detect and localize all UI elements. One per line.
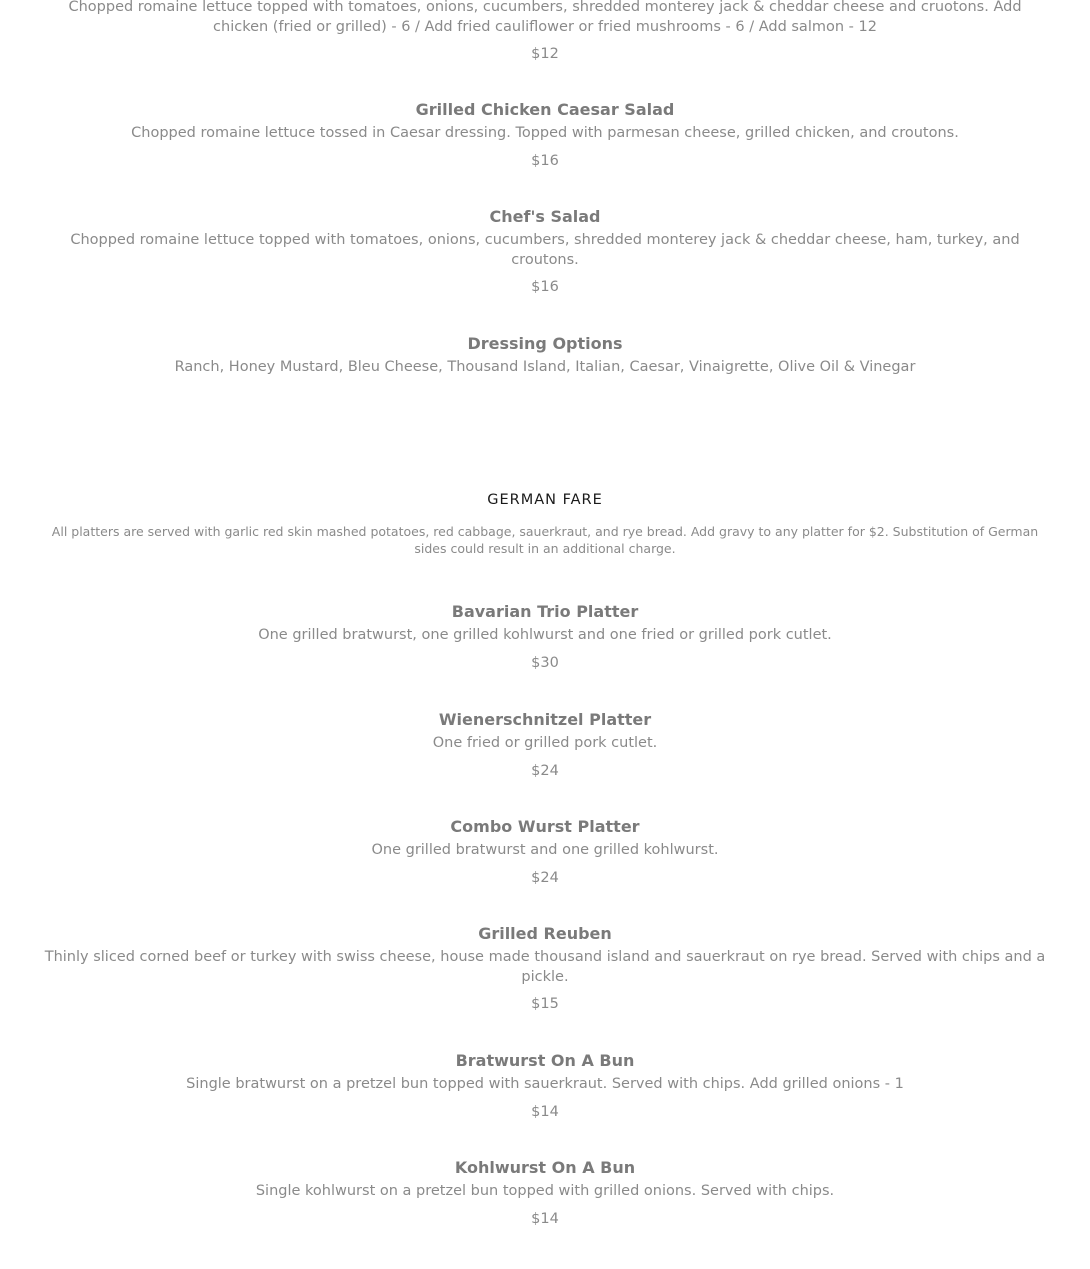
item-description: Single kohlwurst on a pretzel bun topped with grilled onions. Served with chips. [255, 1183, 835, 1199]
item-description: One fried or grilled pork cutlet. [432, 735, 658, 751]
item-price: $14 [531, 1210, 559, 1227]
item-description: Chopped romaine lettuce topped with tomatoes, onions, cucumbers, shredded monterey jack & cheddar cheese, ham, turkey, and croutons. [70, 232, 1020, 268]
item-name: Bavarian Trio Platter [451, 602, 639, 621]
item-name: Kohlwurst On A Bun [454, 1158, 636, 1177]
item-name: Dressing Options [467, 334, 623, 353]
item-price: $24 [531, 762, 559, 779]
item-name: Wienerschnitzel Platter [438, 710, 652, 729]
item-description: One grilled bratwurst, one grilled kohlwurst and one fried or grilled pork cutlet. [258, 627, 832, 643]
item-price: $16 [531, 152, 559, 169]
item-name: Chef's Salad [489, 207, 601, 226]
menu-item-dressing-options [40, 334, 1050, 378]
item-description: One grilled bratwurst and one grilled kohlwurst. [371, 842, 719, 858]
menu-item-bavarian-trio-platter [40, 602, 1050, 673]
menu-item-combo-wurst-platter [40, 817, 1050, 888]
item-price: $12 [531, 46, 559, 62]
menu-item-grilled-reuben [40, 924, 1050, 1014]
item-name: Grilled Reuben [478, 924, 612, 943]
item-description: Single bratwurst on a pretzel bun topped with sauerkraut. Served with chips. Add grilled onions - 1 [186, 1076, 904, 1092]
menu-item-grilled-chicken-caesar-salad [40, 100, 1050, 171]
menu-item-kohlwurst-on-a-bun [40, 1158, 1050, 1229]
item-description: Chopped romaine lettuce topped with tomatoes, onions, cucumbers, shredded monterey jack & cheddar cheese and cruotons. Add chicken (fried or grilled) - 6 / Add fried cauliflower or fried mushrooms - 6 / Add salmon - 12 [68, 0, 1022, 35]
item-price: $24 [531, 869, 559, 886]
menu-item-wienerschnitzel-platter [40, 710, 1050, 781]
item-name: Bratwurst On A Bun [455, 1051, 635, 1070]
item-description: Thinly sliced corned beef or turkey with swiss cheese, house made thousand island and sauerkraut on rye bread. Served with chips and a pickle. [44, 949, 1046, 985]
menu-item-partial [40, 0, 1050, 64]
menu-item-bratwurst-on-a-bun [40, 1051, 1050, 1122]
menu-item-chefs-salad [40, 207, 1050, 297]
item-price: $16 [531, 279, 559, 295]
item-name: Grilled Chicken Caesar Salad [415, 100, 675, 119]
item-name: Combo Wurst Platter [450, 817, 640, 836]
section-title-german-fare: GERMAN FARE [487, 492, 603, 508]
item-description: Ranch, Honey Mustard, Bleu Cheese, Thousand Island, Italian, Caesar, Vinaigrette, Olive Oil & Vinegar [174, 359, 916, 375]
section-note: All platters are served with garlic red skin mashed potatoes, red cabbage, sauerkraut, and rye bread. Add gravy to any platter for $2. Substitution of German sides could result in an additional charge. [51, 524, 1039, 556]
item-price: $15 [531, 996, 559, 1012]
item-description: Chopped romaine lettuce tossed in Caesar dressing. Topped with parmesan cheese, grilled chicken, and croutons. [131, 125, 959, 141]
item-price: $30 [531, 654, 559, 671]
item-price: $14 [531, 1103, 559, 1120]
